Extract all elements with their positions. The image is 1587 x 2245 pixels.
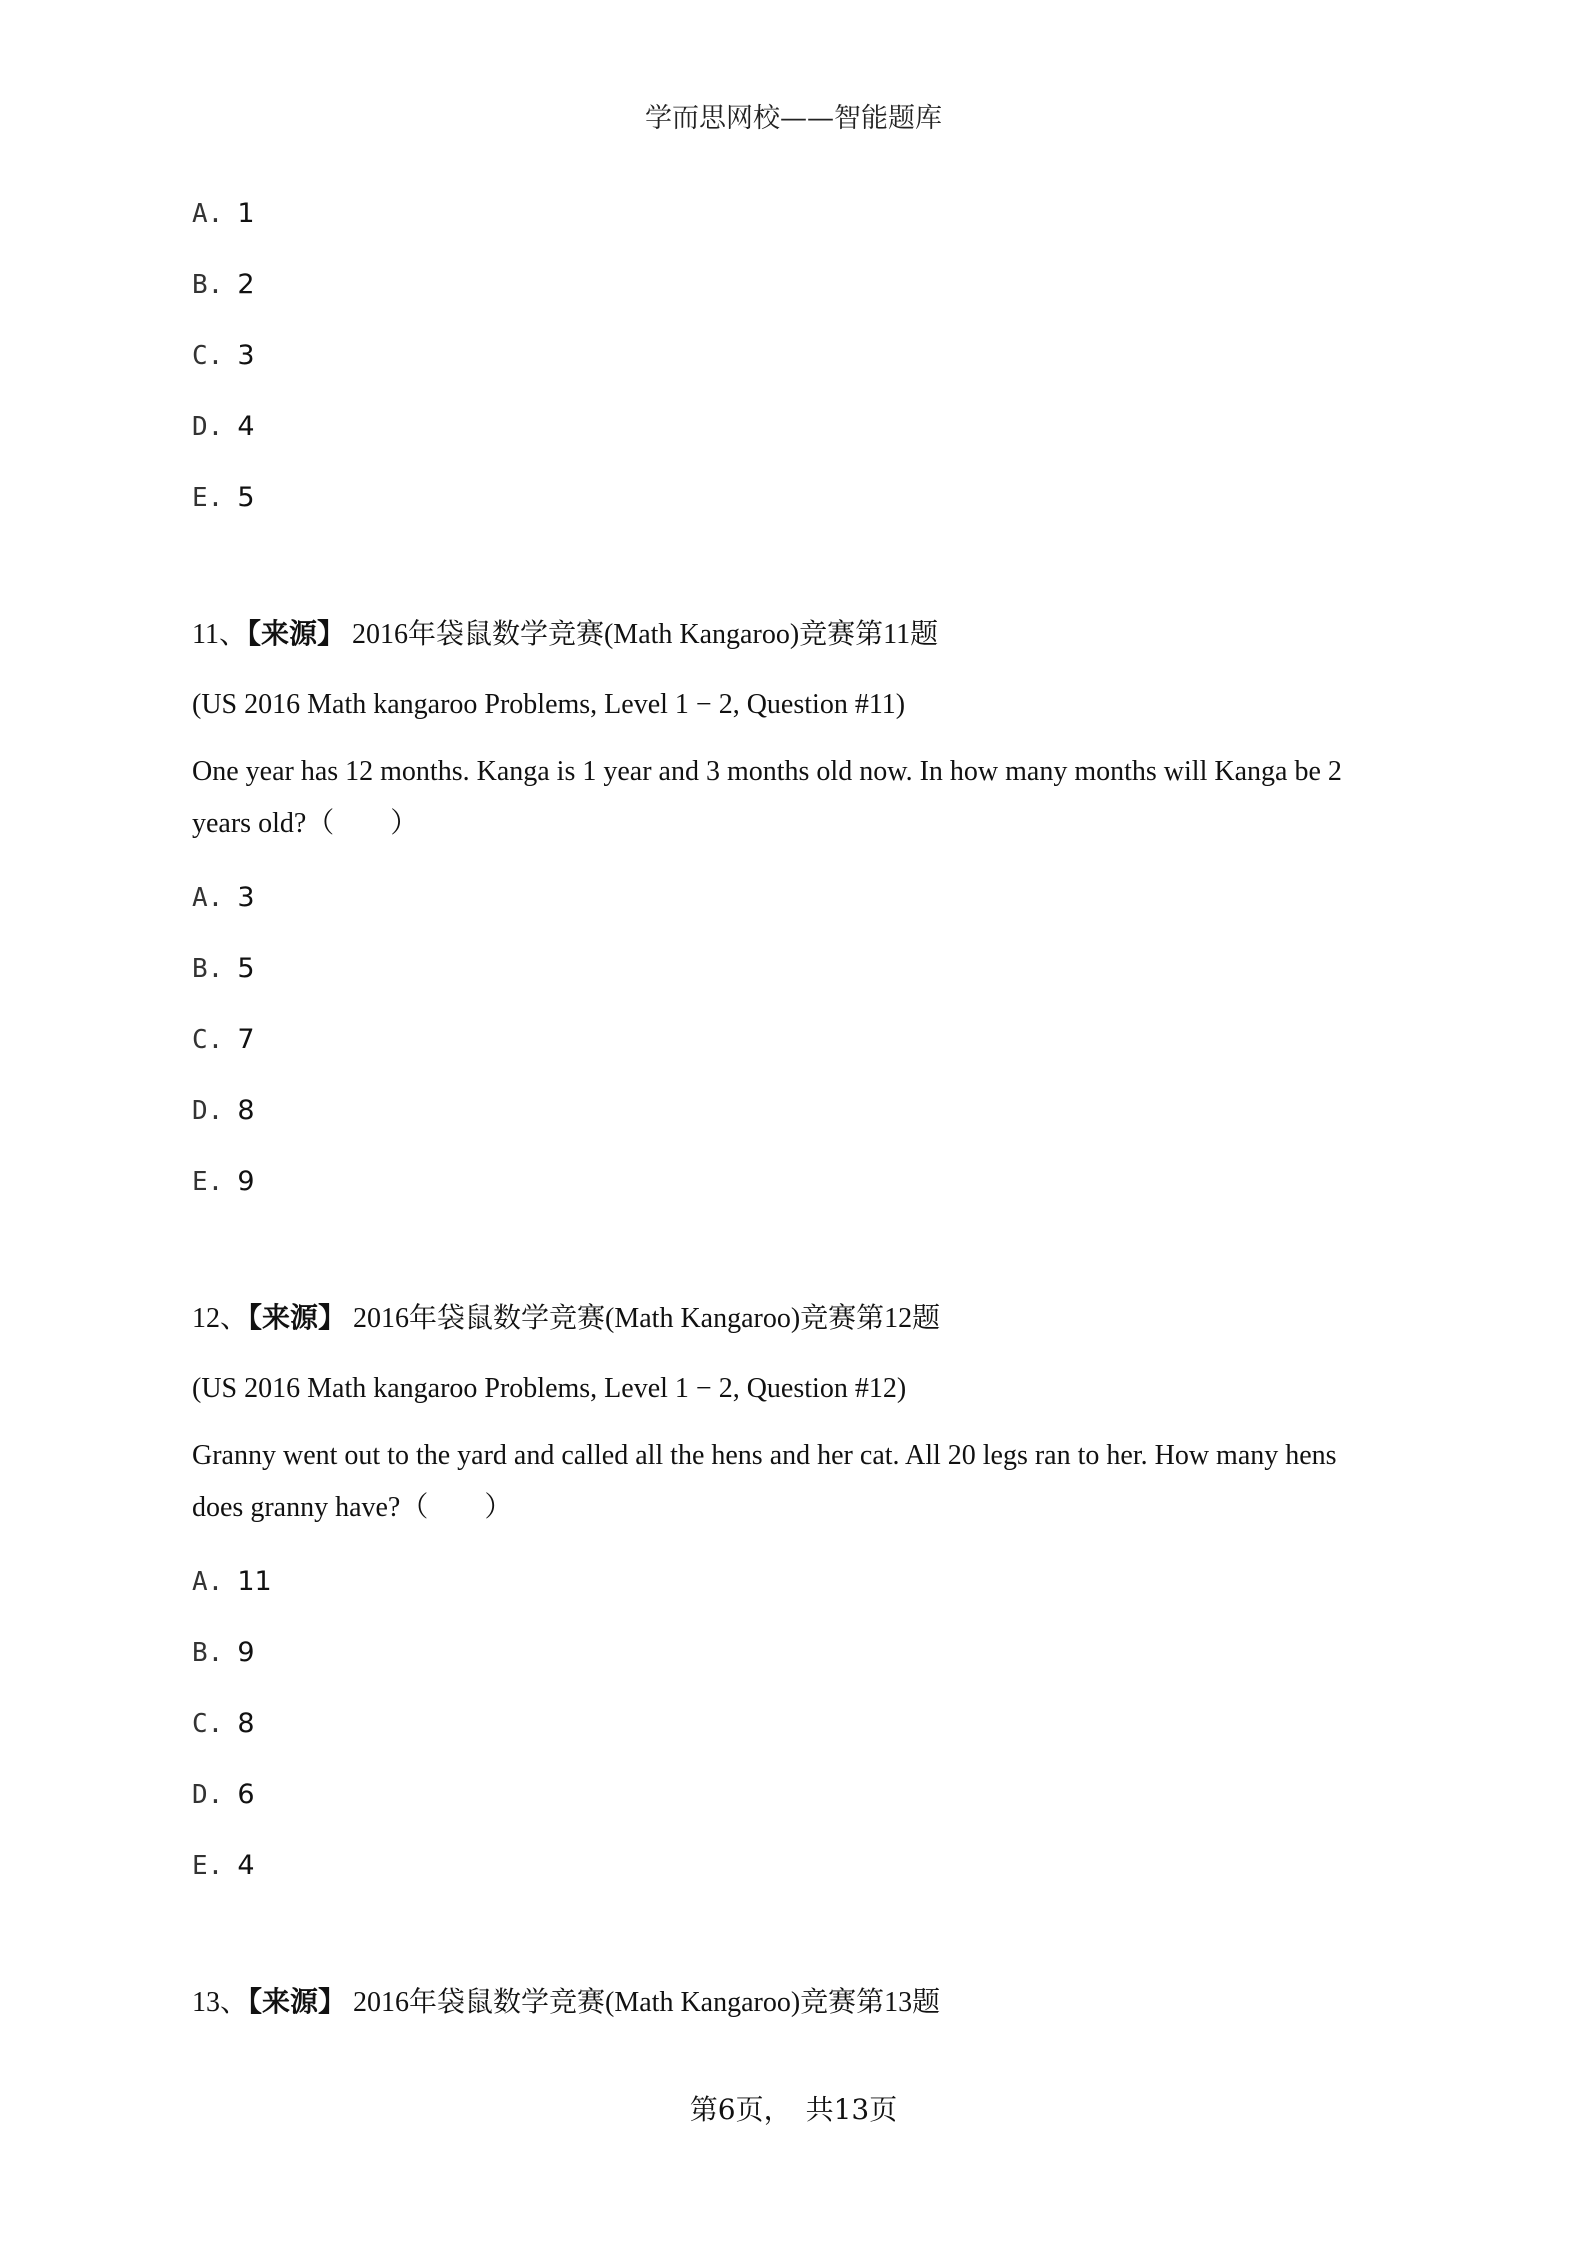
option-letter: C. <box>192 341 224 371</box>
question-number: 12、 <box>192 1303 249 1334</box>
option-a <box>192 196 255 231</box>
source-tag: 【来源】 <box>246 619 345 650</box>
question-12-source <box>192 1302 940 1336</box>
option-value: 1 <box>237 198 255 229</box>
option-value: 4 <box>237 411 255 442</box>
option-letter: E. <box>192 1167 224 1197</box>
option-d <box>192 1093 255 1128</box>
option-c <box>192 338 255 373</box>
option-letter: D. <box>192 1780 224 1810</box>
option-letter: D. <box>192 412 224 442</box>
option-d <box>192 1777 255 1812</box>
question-number: 11、 <box>192 619 247 650</box>
source-text: 2016年袋鼠数学竞赛(Math Kangaroo)竞赛第11题 <box>351 619 939 650</box>
question-11-text: One year has 12 months. Kanga is 1 year and 3 months old now. In how many months will Kanga be 2 years old?（ ） <box>192 756 1342 839</box>
option-letter: D. <box>192 1096 224 1126</box>
option-value: 3 <box>237 340 255 371</box>
option-value: 4 <box>237 1850 255 1881</box>
option-value: 3 <box>237 882 255 913</box>
question-13-source <box>192 1986 940 2020</box>
option-letter: E. <box>192 1851 224 1881</box>
page-footer: 第6页， 共13页 <box>689 2093 898 2126</box>
option-c <box>192 1022 255 1057</box>
option-letter: A. <box>192 883 224 913</box>
question-12-reference: (US 2016 Math kangaroo Problems, Level 1 − 2, Question #12) <box>192 1373 907 1404</box>
question-number: 13、 <box>192 1987 249 2018</box>
option-b <box>192 267 255 302</box>
source-text: 2016年袋鼠数学竞赛(Math Kangaroo)竞赛第13题 <box>353 1987 941 2018</box>
option-letter: C. <box>192 1025 224 1055</box>
option-value: 8 <box>237 1095 255 1126</box>
option-value: 2 <box>237 269 255 300</box>
option-b <box>192 951 255 986</box>
option-a <box>192 880 255 915</box>
question-12-text: Granny went out to the yard and called all the hens and her cat. All 20 legs ran to her. How many hens does granny have?（ ） <box>192 1440 1337 1523</box>
option-e <box>192 1848 255 1883</box>
option-value: 5 <box>237 482 255 513</box>
option-value: 6 <box>237 1779 255 1810</box>
option-letter: C. <box>192 1709 224 1739</box>
option-value: 9 <box>237 1166 255 1197</box>
option-c <box>192 1706 255 1741</box>
option-letter: A. <box>192 1567 224 1597</box>
option-e <box>192 480 255 515</box>
option-value: 5 <box>237 953 255 984</box>
option-value: 8 <box>237 1708 255 1739</box>
option-value: 11 <box>237 1566 272 1597</box>
option-letter: A. <box>192 199 224 229</box>
option-a <box>192 1564 272 1599</box>
option-letter: E. <box>192 483 224 513</box>
source-text: 2016年袋鼠数学竞赛(Math Kangaroo)竞赛第12题 <box>353 1303 941 1334</box>
option-d <box>192 409 255 444</box>
question-11-reference: (US 2016 Math kangaroo Problems, Level 1 − 2, Question #11) <box>192 689 906 720</box>
question-11-source <box>192 618 938 652</box>
page-header: 学而思网校——智能题库 <box>645 103 942 134</box>
option-letter: B. <box>192 1638 224 1668</box>
option-letter: B. <box>192 954 224 984</box>
option-e <box>192 1164 255 1199</box>
option-value: 7 <box>237 1024 255 1055</box>
source-tag: 【来源】 <box>248 1987 347 2018</box>
option-value: 9 <box>237 1637 255 1668</box>
option-letter: B. <box>192 270 224 300</box>
option-b <box>192 1635 255 1670</box>
source-tag: 【来源】 <box>248 1303 347 1334</box>
